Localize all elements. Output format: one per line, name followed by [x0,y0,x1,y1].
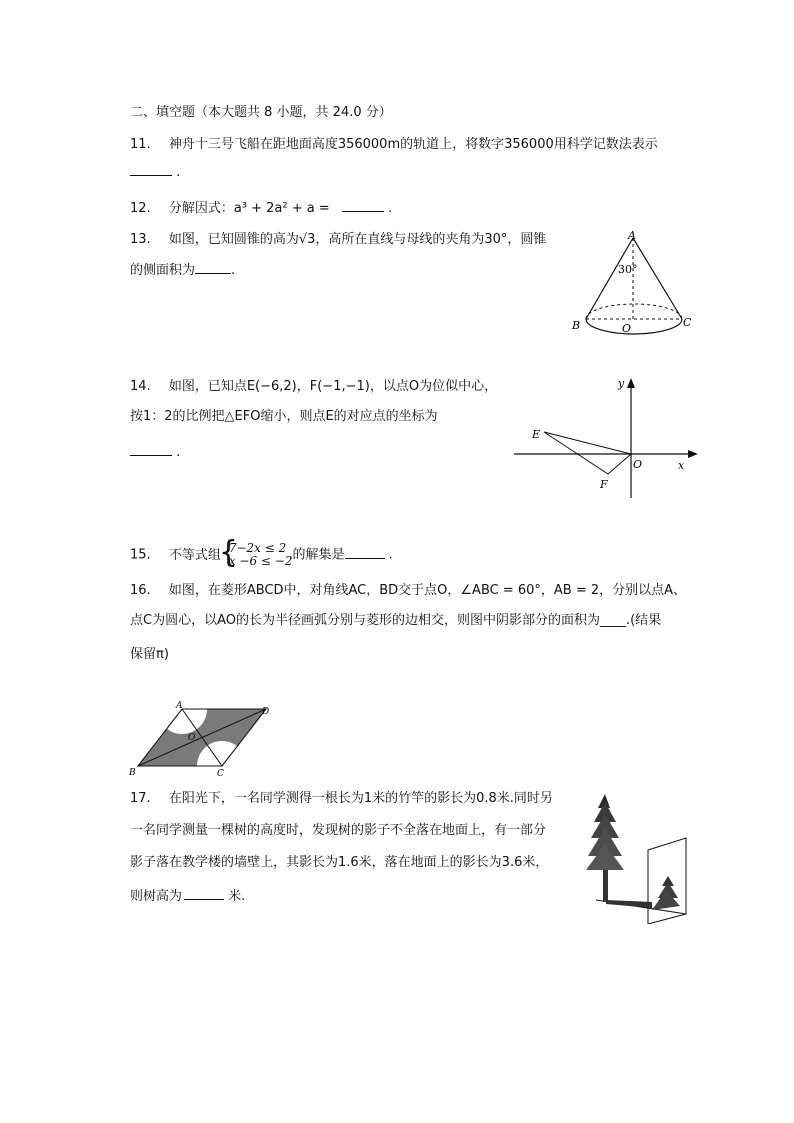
inequality-system [221,542,293,568]
cone-slant-right [633,238,682,319]
question-text: 米. [228,889,246,904]
question-12: 12. 分解因式：a³ + 2a² + a = . [130,198,392,218]
question-number: 14. [130,379,151,394]
coordinate-figure [512,374,702,500]
label-B: B [129,768,136,778]
question-11 [130,136,658,154]
label-y: y [618,377,625,390]
question-17 [130,790,553,808]
question-number: 15. [130,547,151,563]
question-text: 如图，已知圆锥的高为√3，高所在直线与母线的夹角为30°，圆锥 [168,232,547,247]
label-C: C [217,769,224,779]
label-A: A [176,701,183,711]
question-17-line2: 一名同学测量一棵树的高度时，发现树的影子不全落在地面上，有一部分 [130,823,547,838]
answer-blank-11: . [130,162,180,182]
question-text: 分解因式：a³ + 2a² + a = [168,201,330,216]
question-13 [130,231,546,249]
question-text: 神舟十三号飞船在距地面高度356000m的轨道上，将数字356000用科学记数法表示 [168,137,658,152]
label-B: B [572,319,581,332]
question-16-line3: 保留π) [130,647,169,662]
x-axis-arrow [688,450,698,458]
question-number: 17. [130,791,151,806]
label-A: A [628,229,636,242]
question-text: 的侧面积为 [130,263,196,278]
blank [195,260,231,274]
question-14 [130,378,497,396]
question-text: 在阳光下，一名同学测得一根长为1米的竹竿的影长为0.8米.同时另 [168,791,553,806]
answer-blank-14: . [130,442,180,462]
blank [184,886,224,900]
blank [130,442,172,456]
rhombus-figure [126,700,278,780]
question-number: 13. [130,232,151,247]
section-title: 二、填空题（本大题共 8 小题，共 24.0 分） [130,105,392,120]
triangle-EFO [544,432,631,474]
cone-base-back [586,304,682,319]
label-x: x [678,459,685,472]
label-O: O [633,458,643,471]
label-E: E [532,428,541,441]
blank [345,545,385,559]
question-text: 的解集是 [292,547,345,563]
question-number: 16. [130,583,151,598]
inequality-2: x −6 ≤ −2 [228,554,293,568]
question-17-line4 [130,886,245,906]
blank [130,162,172,176]
tree-shadow-figure [582,790,694,924]
label-angle: 30° [618,263,638,276]
label-D: D [262,707,270,717]
inequality-1: { 7−2x ≤ 2 [228,541,287,555]
ground-shadow [606,900,652,908]
question-16-line2: 点C为圆心，以AO的长为半径画弧分别与菱形的边相交，则图中阴影部分的面积为____.(结果 [130,613,662,628]
tree-foliage [586,844,624,870]
label-O: O [188,733,196,743]
question-16 [130,582,686,600]
y-axis-arrow [627,378,635,388]
question-15: 15. 不等式组 { 7−2x ≤ 2 x −6 ≤ −2 的解集是 . [130,542,393,568]
question-text: 如图，在菱形ABCD中，对角线AC，BD交于点O，∠ABC = 60°，AB = 2，分别以点A、 [168,583,687,598]
label-O: O [622,322,632,335]
question-number: 11. [130,137,151,152]
question-14-line2: 按1：2的比例把△EFO缩小，则点E的对应点的坐标为 [130,409,438,424]
cone-figure [566,226,700,344]
question-text: 则树高为 [130,889,183,904]
question-text: 不等式组 [168,547,221,563]
blank [342,198,384,212]
cone-base-front [586,319,682,334]
question-17-line3: 影子落在教学楼的墙壁上，其影长为1.6米，落在地面上的影长为3.6米， [130,855,549,870]
cone-slant-left [586,238,633,319]
question-number: 12. [130,201,151,216]
label-C: C [683,316,692,329]
label-F: F [600,478,608,491]
question-text: 如图，已知点E(−6,2)，F(−1,−1)，以点O为位似中心， [168,379,498,394]
question-13-line2: 的侧面积为 . [130,260,235,280]
